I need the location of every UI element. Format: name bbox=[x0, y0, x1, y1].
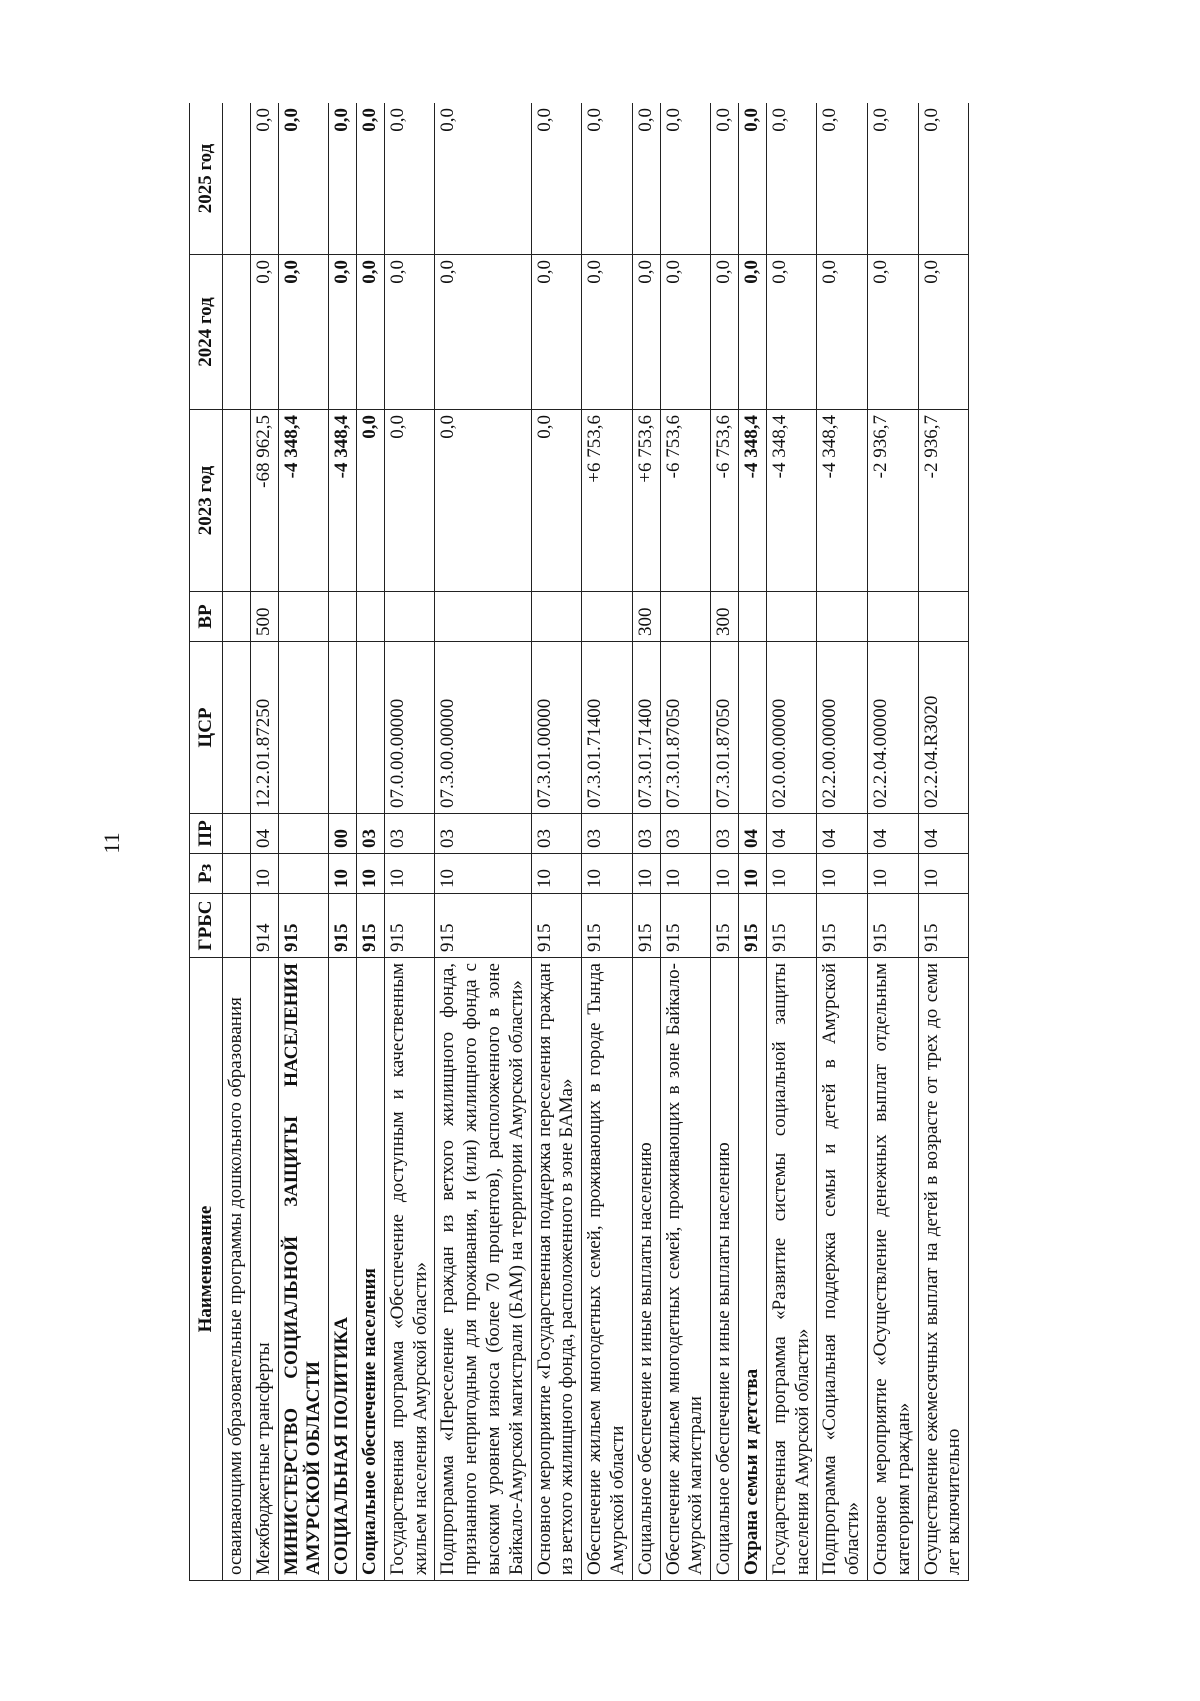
cell-pr: 03 bbox=[531, 814, 582, 854]
cell-csr: 07.3.01.71400 bbox=[582, 642, 633, 814]
cell-vr bbox=[356, 592, 384, 642]
cell-grbs: 915 bbox=[738, 894, 766, 958]
table-row bbox=[435, 103, 531, 1581]
cell-csr: 02.2.04.00000 bbox=[867, 642, 918, 814]
cell-2024: 0,0 bbox=[582, 255, 633, 410]
cell-name: Осуществление ежемесячных выплат на детей в возрасте от трех до семи лет включительно bbox=[918, 958, 969, 1581]
cell-2024: 0,0 bbox=[766, 255, 817, 410]
cell-rz: 10 bbox=[384, 854, 435, 894]
cell-name: Обеспечение жильем многодетных семей, проживающих в городе Тында Амурской области bbox=[582, 958, 633, 1581]
cell-csr bbox=[329, 642, 357, 814]
cell-vr bbox=[435, 592, 531, 642]
header-2025: 2025 год bbox=[190, 103, 223, 255]
cell-pr: 03 bbox=[435, 814, 531, 854]
cell-2023: -4 348,4 bbox=[278, 410, 329, 592]
table-header-row bbox=[190, 103, 223, 1581]
cell-pr: 00 bbox=[329, 814, 357, 854]
cell-grbs: 915 bbox=[356, 894, 384, 958]
cell-name: Социальное обеспечение и иные выплаты населению bbox=[711, 958, 739, 1581]
cell-2023: 0,0 bbox=[531, 410, 582, 592]
header-2024: 2024 год bbox=[190, 255, 223, 410]
cell-2024: 0,0 bbox=[531, 255, 582, 410]
cell-2025: 0,0 bbox=[738, 103, 766, 255]
cell-grbs: 915 bbox=[278, 894, 329, 958]
cell-name: Государственная программа «Развитие системы социальной защиты населения Амурской области» bbox=[766, 958, 817, 1581]
cell-2025: 0,0 bbox=[435, 103, 531, 255]
table-row bbox=[329, 103, 357, 1581]
table-row bbox=[223, 103, 251, 1581]
cell-2024: 0,0 bbox=[660, 255, 711, 410]
cell-2023: 0,0 bbox=[435, 410, 531, 592]
cell-2023: -4 348,4 bbox=[738, 410, 766, 592]
cell-name: Подпрограмма «Переселение граждан из ветхого жилищного фонда, признанного непригодным для проживания, и (или) жилищного фонда с высоким уровнем износа (более 70 процентов), расположенного в зоне Байкало-Амурской магистрали (БАМ) на территории Амурской области» bbox=[435, 958, 531, 1581]
rotated-table-container bbox=[189, 103, 978, 1581]
cell-vr: 300 bbox=[711, 592, 739, 642]
cell-2025: 0,0 bbox=[384, 103, 435, 255]
cell-2024: 0,0 bbox=[738, 255, 766, 410]
cell-csr: 07.0.00.00000 bbox=[384, 642, 435, 814]
cell-pr bbox=[278, 814, 329, 854]
cell-name: Социальное обеспечение и иные выплаты населению bbox=[632, 958, 660, 1581]
cell-pr: 04 bbox=[250, 814, 278, 854]
cell-2023: -4 348,4 bbox=[329, 410, 357, 592]
cell-2024: 0,0 bbox=[711, 255, 739, 410]
cell-2023: -4 348,4 bbox=[766, 410, 817, 592]
cell-rz: 10 bbox=[660, 854, 711, 894]
table-row bbox=[278, 103, 329, 1581]
cell-grbs: 915 bbox=[435, 894, 531, 958]
table-row bbox=[766, 103, 817, 1581]
cell-name: Подпрограмма «Социальная поддержка семьи и детей в Амурской области» bbox=[817, 958, 868, 1581]
cell-grbs: 915 bbox=[711, 894, 739, 958]
cell-rz: 10 bbox=[867, 854, 918, 894]
cell-rz: 10 bbox=[582, 854, 633, 894]
cell-name: Основное мероприятие «Осуществление денежных выплат отдельным категориям граждан» bbox=[867, 958, 918, 1581]
table-row bbox=[867, 103, 918, 1581]
cell-rz: 10 bbox=[329, 854, 357, 894]
cell-csr bbox=[278, 642, 329, 814]
cell-pr: 03 bbox=[384, 814, 435, 854]
cell-2023 bbox=[223, 410, 251, 592]
cell-grbs: 915 bbox=[918, 894, 969, 958]
cell-2025: 0,0 bbox=[582, 103, 633, 255]
cell-vr bbox=[278, 592, 329, 642]
cell-rz: 10 bbox=[918, 854, 969, 894]
cell-grbs: 915 bbox=[660, 894, 711, 958]
cell-2025: 0,0 bbox=[766, 103, 817, 255]
table-row bbox=[582, 103, 633, 1581]
cell-pr: 04 bbox=[867, 814, 918, 854]
cell-grbs: 915 bbox=[329, 894, 357, 958]
cell-2023: +6 753,6 bbox=[582, 410, 633, 592]
cell-csr: 12.2.01.87250 bbox=[250, 642, 278, 814]
header-rz: Рз bbox=[190, 854, 223, 894]
cell-name: СОЦИАЛЬНАЯ ПОЛИТИКА bbox=[329, 958, 357, 1581]
cell-vr bbox=[384, 592, 435, 642]
cell-2024: 0,0 bbox=[278, 255, 329, 410]
header-grbs: ГРБС bbox=[190, 894, 223, 958]
cell-csr: 02.2.00.00000 bbox=[817, 642, 868, 814]
header-pr: ПР bbox=[190, 814, 223, 854]
page-number: 11 bbox=[99, 832, 124, 854]
cell-2025: 0,0 bbox=[918, 103, 969, 255]
cell-2025 bbox=[223, 103, 251, 255]
cell-vr: 500 bbox=[250, 592, 278, 642]
cell-grbs: 915 bbox=[632, 894, 660, 958]
cell-pr: 04 bbox=[766, 814, 817, 854]
cell-name: Основное мероприятие «Государственная поддержка переселения граждан из ветхого жилищного фонда, расположенного в зоне БАМа» bbox=[531, 958, 582, 1581]
cell-csr: 07.3.01.87050 bbox=[660, 642, 711, 814]
cell-2025: 0,0 bbox=[250, 103, 278, 255]
cell-name: Обеспечение жильем многодетных семей, проживающих в зоне Байкало-Амурской магистрали bbox=[660, 958, 711, 1581]
cell-rz: 10 bbox=[531, 854, 582, 894]
cell-2024: 0,0 bbox=[817, 255, 868, 410]
cell-2024: 0,0 bbox=[250, 255, 278, 410]
cell-vr bbox=[223, 592, 251, 642]
table-row bbox=[632, 103, 660, 1581]
cell-grbs: 915 bbox=[867, 894, 918, 958]
cell-2025: 0,0 bbox=[632, 103, 660, 255]
cell-2025: 0,0 bbox=[329, 103, 357, 255]
cell-csr bbox=[356, 642, 384, 814]
table-row bbox=[918, 103, 969, 1581]
cell-csr: 02.2.04.R3020 bbox=[918, 642, 969, 814]
cell-vr bbox=[582, 592, 633, 642]
cell-2024: 0,0 bbox=[384, 255, 435, 410]
cell-rz: 10 bbox=[250, 854, 278, 894]
cell-vr bbox=[660, 592, 711, 642]
table-row bbox=[711, 103, 739, 1581]
cell-vr bbox=[918, 592, 969, 642]
cell-grbs: 914 bbox=[250, 894, 278, 958]
table-body bbox=[223, 103, 969, 1581]
cell-2023: -4 348,4 bbox=[817, 410, 868, 592]
cell-csr: 07.3.01.00000 bbox=[531, 642, 582, 814]
cell-grbs bbox=[223, 894, 251, 958]
cell-pr: 04 bbox=[918, 814, 969, 854]
cell-rz: 10 bbox=[632, 854, 660, 894]
cell-grbs: 915 bbox=[766, 894, 817, 958]
cell-vr bbox=[329, 592, 357, 642]
cell-pr: 03 bbox=[711, 814, 739, 854]
cell-2025: 0,0 bbox=[356, 103, 384, 255]
cell-2025: 0,0 bbox=[711, 103, 739, 255]
cell-2025: 0,0 bbox=[660, 103, 711, 255]
cell-pr: 03 bbox=[582, 814, 633, 854]
cell-2024: 0,0 bbox=[329, 255, 357, 410]
cell-2024: 0,0 bbox=[918, 255, 969, 410]
cell-2023: -2 936,7 bbox=[918, 410, 969, 592]
budget-table bbox=[189, 103, 969, 1581]
cell-vr bbox=[867, 592, 918, 642]
cell-2023: -2 936,7 bbox=[867, 410, 918, 592]
header-name: Наименование bbox=[190, 958, 223, 1581]
cell-name: Межбюджетные трансферты bbox=[250, 958, 278, 1581]
cell-rz: 10 bbox=[817, 854, 868, 894]
cell-name: осваивающими образовательные программы дошкольного образования bbox=[223, 958, 251, 1581]
table-row bbox=[384, 103, 435, 1581]
cell-csr bbox=[738, 642, 766, 814]
cell-2024 bbox=[223, 255, 251, 410]
cell-grbs: 915 bbox=[817, 894, 868, 958]
table-row bbox=[250, 103, 278, 1581]
cell-2024: 0,0 bbox=[632, 255, 660, 410]
cell-vr bbox=[766, 592, 817, 642]
cell-csr: 07.3.00.00000 bbox=[435, 642, 531, 814]
cell-pr: 03 bbox=[660, 814, 711, 854]
cell-rz: 10 bbox=[435, 854, 531, 894]
cell-vr bbox=[738, 592, 766, 642]
cell-name: Охрана семьи и детства bbox=[738, 958, 766, 1581]
cell-rz: 10 bbox=[738, 854, 766, 894]
cell-2025: 0,0 bbox=[278, 103, 329, 255]
cell-csr: 07.3.01.87050 bbox=[711, 642, 739, 814]
cell-rz bbox=[223, 854, 251, 894]
cell-pr: 03 bbox=[632, 814, 660, 854]
cell-vr bbox=[817, 592, 868, 642]
header-2023: 2023 год bbox=[190, 410, 223, 592]
cell-csr: 02.0.00.00000 bbox=[766, 642, 817, 814]
cell-2023: 0,0 bbox=[384, 410, 435, 592]
table-row bbox=[660, 103, 711, 1581]
cell-2023: -68 962,5 bbox=[250, 410, 278, 592]
cell-2023: -6 753,6 bbox=[660, 410, 711, 592]
cell-name: Социальное обеспечение населения bbox=[356, 958, 384, 1581]
cell-vr bbox=[531, 592, 582, 642]
table-row bbox=[817, 103, 868, 1581]
cell-pr: 03 bbox=[356, 814, 384, 854]
cell-rz: 10 bbox=[766, 854, 817, 894]
cell-2025: 0,0 bbox=[817, 103, 868, 255]
cell-grbs: 915 bbox=[384, 894, 435, 958]
cell-csr: 07.3.01.71400 bbox=[632, 642, 660, 814]
cell-2023: +6 753,6 bbox=[632, 410, 660, 592]
table-row bbox=[738, 103, 766, 1581]
cell-2025: 0,0 bbox=[867, 103, 918, 255]
cell-pr bbox=[223, 814, 251, 854]
header-csr: ЦСР bbox=[190, 642, 223, 814]
cell-2024: 0,0 bbox=[867, 255, 918, 410]
cell-2023: -6 753,6 bbox=[711, 410, 739, 592]
cell-csr bbox=[223, 642, 251, 814]
cell-pr: 04 bbox=[817, 814, 868, 854]
cell-2024: 0,0 bbox=[356, 255, 384, 410]
cell-name: МИНИСТЕРСТВО СОЦИАЛЬНОЙ ЗАЩИТЫ НАСЕЛЕНИЯ АМУРСКОЙ ОБЛАСТИ bbox=[278, 958, 329, 1581]
table-row bbox=[531, 103, 582, 1581]
cell-rz bbox=[278, 854, 329, 894]
cell-grbs: 915 bbox=[531, 894, 582, 958]
header-vr: ВР bbox=[190, 592, 223, 642]
cell-rz: 10 bbox=[711, 854, 739, 894]
rotated-table-frame bbox=[189, 103, 978, 1581]
cell-2023: 0,0 bbox=[356, 410, 384, 592]
cell-grbs: 915 bbox=[582, 894, 633, 958]
cell-pr: 04 bbox=[738, 814, 766, 854]
cell-2025: 0,0 bbox=[531, 103, 582, 255]
cell-name: Государственная программа «Обеспечение доступным и качественным жильем населения Амурской области» bbox=[384, 958, 435, 1581]
cell-rz: 10 bbox=[356, 854, 384, 894]
table-row bbox=[356, 103, 384, 1581]
cell-vr: 300 bbox=[632, 592, 660, 642]
cell-2024: 0,0 bbox=[435, 255, 531, 410]
